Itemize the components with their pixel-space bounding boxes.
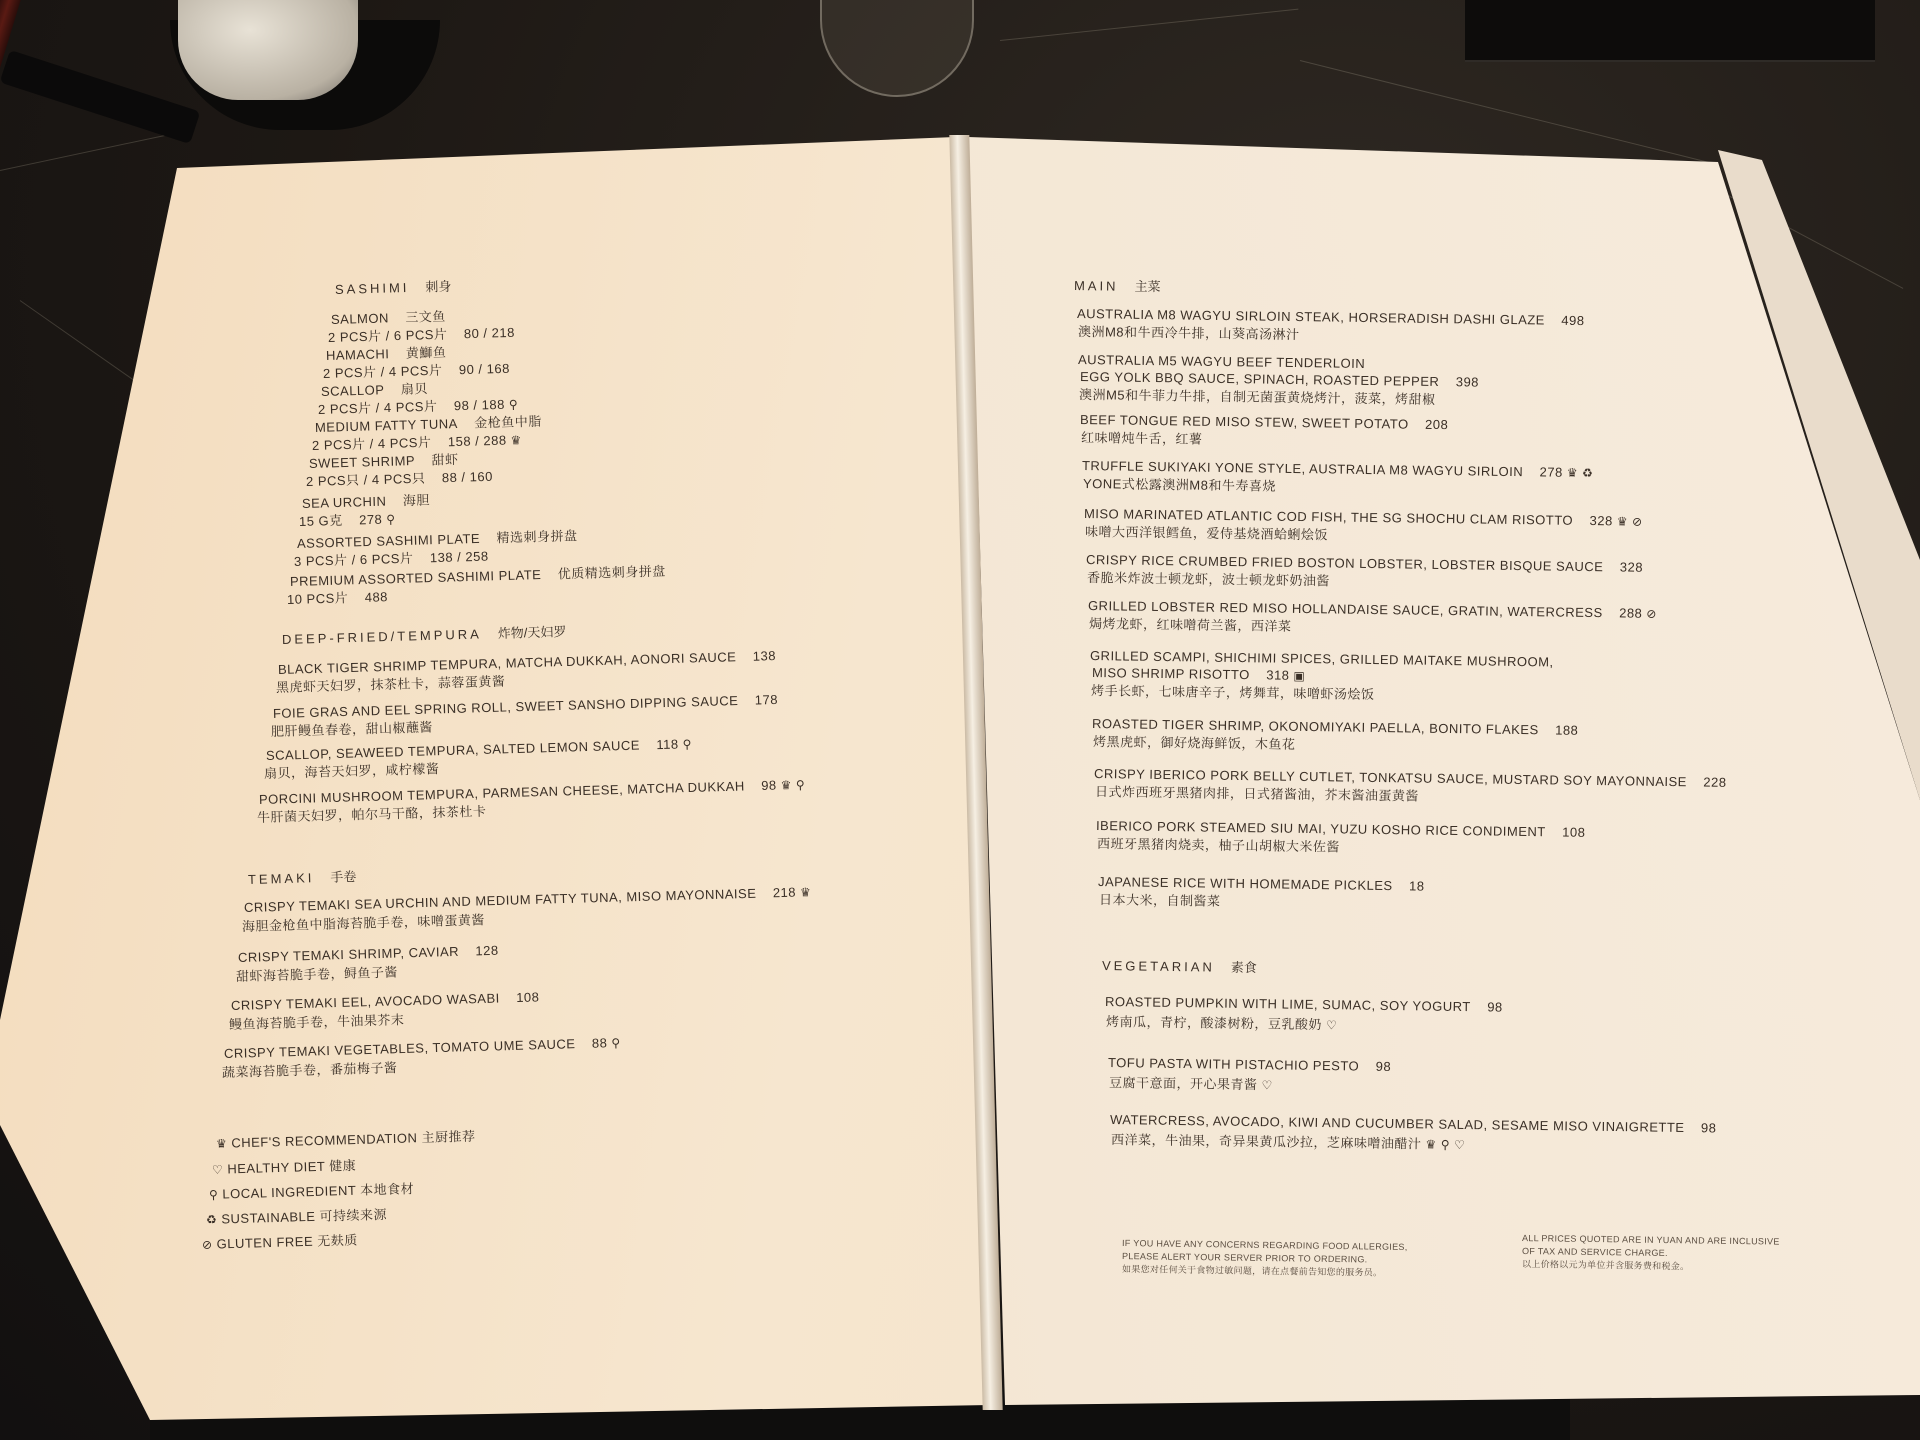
sashimi-heading: SASHIMI 刺身 xyxy=(334,278,452,297)
main-item-name: GRILLED SCAMPI, SHICHIMI SPICES, GRILLED MAITAKE MUSHROOM, xyxy=(1089,648,1554,670)
temaki-item-name: CRISPY TEMAKI SHRIMP, CAVIAR 128 xyxy=(237,942,499,965)
main-item-name: AUSTRALIA M8 WAGYU SIRLOIN STEAK, HORSERADISH DASHI GLAZE 498 xyxy=(1076,306,1585,329)
main-item-zh: 香脆米炸波士顿龙虾，波士顿龙虾奶油酱 xyxy=(1086,570,1331,589)
temaki-item-name: CRISPY TEMAKI VEGETABLES, TOMATO UME SAUCE 88 ⚲ xyxy=(223,1035,621,1061)
gluten-free-icon: ⊘ xyxy=(201,1237,213,1252)
legend-item: ♛ CHEF'S RECOMMENDATION 主厨推荐 xyxy=(215,1128,476,1151)
sashimi-item-name: ASSORTED SASHIMI PLATE 精选刺身拼盘 xyxy=(296,528,578,551)
legend-item: ♻ SUSTAINABLE 可持续来源 xyxy=(205,1206,388,1227)
price-note-line: 以上价格以元为单位并含服务费和税金。 xyxy=(1521,1259,1690,1272)
sashimi-item-price: 10 PCS片 488 xyxy=(286,589,389,607)
vegetarian-item-zh: 西洋菜，牛油果，奇异果黄瓜沙拉，芝麻味噌油醋汁 ♛ ⚲ ♡ xyxy=(1110,1132,1466,1152)
legend-item: ⊘ GLUTEN FREE 无麸质 xyxy=(201,1232,358,1252)
vegetarian-item-name: TOFU PASTA WITH PISTACHIO PESTO 98 xyxy=(1107,1055,1392,1074)
vegetarian-item-zh: 烤南瓜，青柠，酸漆树粉，豆乳酸奶 ♡ xyxy=(1105,1014,1338,1033)
sashimi-item-price: 3 PCS片 / 6 PCS片 138 / 258 xyxy=(293,548,489,569)
main-item-name: BEEF TONGUE RED MISO STEW, SWEET POTATO 208 xyxy=(1079,412,1449,433)
main-item-zh: 日式炸西班牙黑猪肉排，日式猪酱油，芥末酱油蛋黄酱 xyxy=(1094,784,1420,804)
tempura-item-name: SCALLOP, SEAWEED TEMPURA, SALTED LEMON SAUCE 118 ⚲ xyxy=(265,736,693,763)
sashimi-item-name: SEA URCHIN 海胆 xyxy=(301,492,431,511)
main-item-name: IBERICO PORK STEAMED SIU MAI, YUZU KOSHO RICE CONDIMENT 108 xyxy=(1095,818,1586,840)
healthy-diet-icon: ♡ xyxy=(1325,1018,1338,1033)
allergy-note-line: IF YOU HAVE ANY CONCERNS REGARDING FOOD ALLERGIES, xyxy=(1121,1238,1408,1252)
main-item-name: GRILLED LOBSTER RED MISO HOLLANDAISE SAUCE, GRATIN, WATERCRESS 288 ⊘ xyxy=(1087,598,1658,621)
temaki-item-zh: 甜虾海苔脆手卷，鲟鱼子酱 xyxy=(235,964,399,984)
healthy-diet-icon: ♡ xyxy=(211,1162,224,1177)
allergy-note-line: 如果您对任何关于食物过敏问题，请在点餐前告知您的服务员。 xyxy=(1121,1264,1383,1278)
temaki-item-name: CRISPY TEMAKI SEA URCHIN AND MEDIUM FATTY TUNA, MISO MAYONNAISE 218 ♛ xyxy=(243,884,812,915)
sashimi-item-name: MEDIUM FATTY TUNA 金枪鱼中脂 xyxy=(314,413,542,435)
sashimi-item-name: SCALLOP 扇贝 xyxy=(320,381,429,399)
temaki-item-zh: 蔬菜海苔脆手卷，番茄梅子酱 xyxy=(221,1060,398,1080)
sashimi-item-name: SWEET SHRIMP 甜虾 xyxy=(308,451,459,471)
sashimi-item-price: 2 PCS片 / 6 PCS片 80 / 218 xyxy=(327,324,516,345)
vegetarian-item-name: ROASTED PUMPKIN WITH LIME, SUMAC, SOY YOGURT 98 xyxy=(1104,994,1503,1015)
temaki-heading: TEMAKI 手卷 xyxy=(247,868,357,887)
chefs-recommendation-icon: ♛ xyxy=(215,1136,228,1151)
vegetarian-heading: VEGETARIAN 素食 xyxy=(1101,958,1257,976)
chefs-recommendation-icon: ♛ xyxy=(1566,465,1579,480)
sashimi-item-price: 2 PCS片 / 4 PCS片 90 / 168 xyxy=(322,360,511,381)
vegetarian-item-zh: 豆腐干意面，开心果青酱 ♡ xyxy=(1108,1075,1273,1093)
chefs-recommendation-icon: ♛ xyxy=(1425,1137,1437,1152)
chefs-recommendation-icon: ♛ xyxy=(1616,514,1629,529)
price-note-line: OF TAX AND SERVICE CHARGE. xyxy=(1521,1246,1668,1259)
main-item-zh: 味噌大西洋银鳕鱼，爱侍基烧酒蛤蜊烩饭 xyxy=(1084,524,1329,543)
tempura-item-zh: 黑虎虾天妇罗，抹茶杜卡，蒜蓉蛋黄酱 xyxy=(275,673,506,695)
temaki-item-zh: 鳗鱼海苔脆手卷，牛油果芥末 xyxy=(228,1012,405,1032)
main-item-name: CRISPY RICE CRUMBED FRIED BOSTON LOBSTER, LOBSTER BISQUE SAUCE 328 xyxy=(1085,552,1644,575)
sashimi-item-name: PREMIUM ASSORTED SASHIMI PLATE 优质精选刺身拼盘 xyxy=(289,563,666,589)
main-item-name: TRUFFLE SUKIYAKI YONE STYLE, AUSTRALIA M8 WAGYU SIRLOIN 278 ♛ ♻ xyxy=(1081,458,1594,481)
cup xyxy=(178,0,358,100)
sashimi-item-name: SALMON 三文鱼 xyxy=(330,308,447,327)
allergy-note-line: PLEASE ALERT YOUR SERVER PRIOR TO ORDERING. xyxy=(1121,1251,1368,1265)
sashimi-item-price: 2 PCS只 / 4 PCS只 88 / 160 xyxy=(305,468,494,489)
legend-item: ⚲ LOCAL INGREDIENT 本地食材 xyxy=(208,1181,415,1202)
sashimi-item-price: 2 PCS片 / 4 PCS片 98 / 188 ⚲ xyxy=(317,396,519,417)
main-item-name: JAPANESE RICE WITH HOMEMADE PICKLES 18 xyxy=(1097,874,1425,894)
local-ingredient-icon: ⚲ xyxy=(1440,1137,1451,1152)
gluten-free-icon: ⊘ xyxy=(1646,606,1658,621)
sashimi-item-name: HAMACHI 黄鰤鱼 xyxy=(325,344,447,363)
gluten-free-icon: ⊘ xyxy=(1631,514,1643,529)
local-ingredient-icon: ⚲ xyxy=(795,777,806,792)
tempura-item-name: BLACK TIGER SHRIMP TEMPURA, MATCHA DUKKAH, AONORI SAUCE 138 xyxy=(277,648,777,677)
main-item-name: ROASTED TIGER SHRIMP, OKONOMIYAKI PAELLA, BONITO FLAKES 188 xyxy=(1091,716,1579,738)
tempura-item-name: FOIE GRAS AND EEL SPRING ROLL, SWEET SANSHO DIPPING SAUCE 178 xyxy=(272,691,779,721)
chefs-recommendation-icon: ♛ xyxy=(780,778,793,793)
sashimi-item-price: 15 G克 278 ⚲ xyxy=(298,511,396,529)
dish-icon: ▣ xyxy=(1293,668,1306,683)
tray xyxy=(1465,0,1875,62)
main-item-zh: 日本大米，自制酱菜 xyxy=(1098,892,1221,909)
main-item-zh: 焗烤龙虾，红味噌荷兰酱，西洋菜 xyxy=(1088,616,1292,634)
tempura-item-zh: 肥肝鳗鱼春卷，甜山椒蘸酱 xyxy=(270,719,434,739)
chefs-recommendation-icon: ♛ xyxy=(799,885,812,900)
local-ingredient-icon: ⚲ xyxy=(508,397,519,412)
sashimi-item-price: 2 PCS片 / 4 PCS片 158 / 288 ♛ xyxy=(311,432,523,453)
chefs-recommendation-icon: ♛ xyxy=(510,433,523,448)
main-item-name: MISO MARINATED ATLANTIC COD FISH, THE SG SHOCHU CLAM RISOTTO 328 ♛ ⊘ xyxy=(1083,506,1643,529)
healthy-diet-icon: ♡ xyxy=(1453,1137,1466,1152)
tempura-item-zh: 扇贝，海苔天妇罗，咸柠檬酱 xyxy=(263,761,440,781)
local-ingredient-icon: ⚲ xyxy=(386,512,396,527)
main-item-zh: 烤手长虾，七味唐辛子，烤舞茸，味噌虾汤烩饭 xyxy=(1090,683,1375,702)
main-item-zh: 澳洲M5和牛菲力牛排，自制无菌蛋黄烧烤汁，菠菜，烤甜椒 xyxy=(1078,387,1436,407)
temaki-item-name: CRISPY TEMAKI EEL, AVOCADO WASABI 108 xyxy=(230,989,540,1013)
tempura-item-name: PORCINI MUSHROOM TEMPURA, PARMESAN CHEESE, MATCHA DUKKAH 98 ♛ ⚲ xyxy=(258,777,806,807)
main-item-zh: YONE式松露澳洲M8和牛寿喜烧 xyxy=(1082,476,1277,494)
main-item-name: CRISPY IBERICO PORK BELLY CUTLET, TONKATSU SAUCE, MUSTARD SOY MAYONNAISE 228 xyxy=(1093,766,1727,790)
local-ingredient-icon: ⚲ xyxy=(611,1035,621,1051)
local-ingredient-icon: ⚲ xyxy=(208,1187,219,1202)
main-item-name-cont: EGG YOLK BBQ SAUCE, SPINACH, ROASTED PEPPER 398 xyxy=(1079,369,1480,390)
healthy-diet-icon: ♡ xyxy=(1261,1078,1273,1093)
main-item-zh: 澳洲M8和牛西冷牛排，山葵高汤淋汁 xyxy=(1077,324,1300,343)
main-item-zh: 红味噌炖牛舌，红薯 xyxy=(1080,430,1203,447)
main-item-zh: 烤黑虎虾，御好烧海鲜饭，木鱼花 xyxy=(1092,734,1296,752)
main-item-zh: 西班牙黑猪肉烧卖，柚子山胡椒大米佐酱 xyxy=(1096,836,1341,855)
temaki-item-zh: 海胆金枪鱼中脂海苔脆手卷，味噌蛋黄酱 xyxy=(241,912,486,934)
main-heading: MAIN 主菜 xyxy=(1073,278,1161,295)
tempura-item-zh: 牛肝菌天妇罗，帕尔马干酪，抹茶杜卡 xyxy=(256,803,487,825)
tempura-heading: DEEP-FRIED/TEMPURA 炸物/天妇罗 xyxy=(281,624,567,647)
legend-item: ♡ HEALTHY DIET 健康 xyxy=(211,1157,357,1177)
main-item-name: AUSTRALIA M5 WAGYU BEEF TENDERLOIN xyxy=(1077,352,1366,372)
sustainable-icon: ♻ xyxy=(205,1212,218,1227)
main-item-name-cont: MISO SHRIMP RISOTTO 318 ▣ xyxy=(1091,665,1306,683)
price-note-line: ALL PRICES QUOTED ARE IN YUAN AND ARE INCLUSIVE xyxy=(1521,1233,1780,1247)
vegetarian-item-name: WATERCRESS, AVOCADO, KIWI AND CUCUMBER SALAD, SESAME MISO VINAIGRETTE 98 xyxy=(1109,1112,1717,1136)
sustainable-icon: ♻ xyxy=(1581,465,1594,481)
local-ingredient-icon: ⚲ xyxy=(682,737,693,752)
